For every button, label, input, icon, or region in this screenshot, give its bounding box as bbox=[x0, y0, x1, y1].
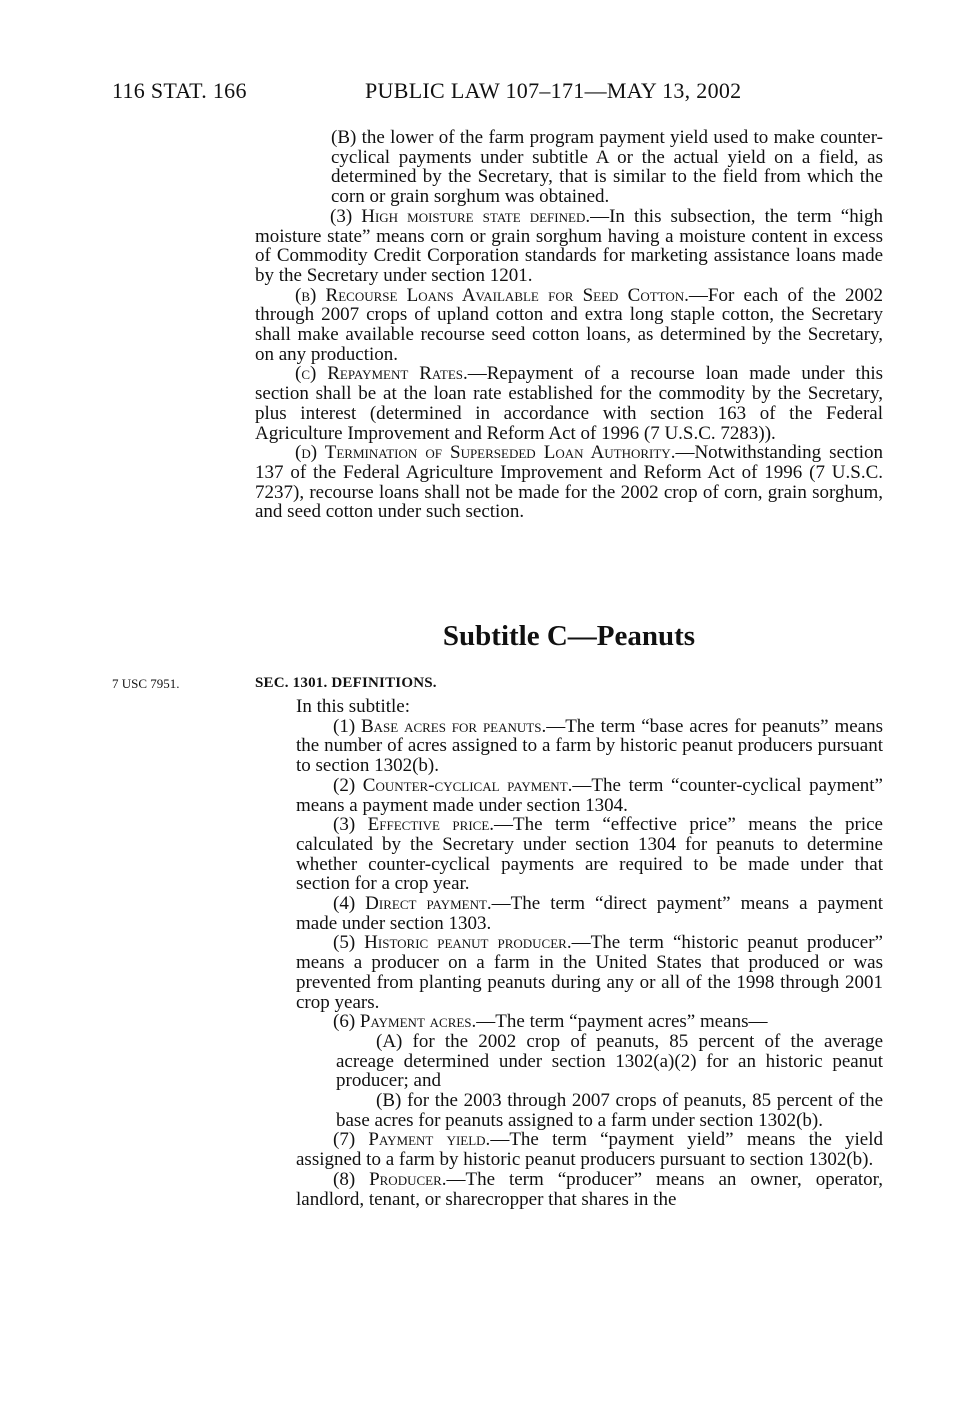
subsection-c-heading: (c) Repayment Rates. bbox=[295, 363, 468, 385]
definition-5 bbox=[296, 933, 883, 1012]
definitions-intro: In this subtitle: bbox=[296, 696, 410, 717]
definition-2 bbox=[296, 776, 883, 815]
page-stat-citation: 116 STAT. 166 bbox=[112, 78, 247, 103]
definition-6-b: (B) for the 2003 through 2007 crops of peanuts, 85 percent of the base acres for peanuts assigned to a farm under section 1302(b). bbox=[336, 1090, 883, 1131]
subsection-c-repayment bbox=[255, 364, 883, 443]
definition-2-heading: (2) Counter-cyclical payment. bbox=[333, 774, 573, 796]
paragraph-b-yield: (B) the lower of the farm program payment yield used to make counter-cyclical payments under subtitle A or the actual yield on a field, as determined by the Secretary, that is similar to the field from which the corn or grain sorghum was obtained. bbox=[331, 127, 883, 208]
definition-7-text: —The term “payment yield” means the yield assigned to a farm by historic peanut producers pursuant to section 1302(b). bbox=[296, 1129, 883, 1171]
definition-2-text: —The term “counter-cyclical payment” means a payment made under section 1304. bbox=[296, 774, 883, 816]
subsection-b-text: —For each of the 2002 through 2007 crops of upland cotton and extra long staple cotton, the Secretary shall make available recourse seed cotton loans, as determined by the Secretary, on any production. bbox=[255, 284, 883, 365]
continued-section-text bbox=[255, 128, 883, 522]
definition-6-text: —The term “payment acres” means— bbox=[476, 1011, 768, 1033]
paragraph-3-high-moisture bbox=[255, 207, 883, 286]
subtitle-heading: Subtitle C—Peanuts bbox=[442, 620, 696, 652]
definition-3-heading: (3) Effective price. bbox=[333, 814, 495, 836]
subsection-d-termination bbox=[255, 443, 883, 522]
definition-8-heading: (8) Producer. bbox=[333, 1168, 447, 1190]
subsection-b-recourse-loans bbox=[255, 286, 883, 365]
definition-7 bbox=[296, 1130, 883, 1169]
definition-8-text: —The term “producer” means an owner, operator, landlord, tenant, or sharecropper that shares in the bbox=[296, 1168, 883, 1210]
definition-1-heading: (1) Base acres for peanuts. bbox=[333, 715, 547, 737]
definition-8 bbox=[296, 1170, 883, 1209]
definition-3 bbox=[296, 815, 883, 894]
definition-6-a: (A) for the 2002 crop of peanuts, 85 percent of the average acreage determined under section 1302(a)(2) for an historic peanut producer; and bbox=[336, 1030, 883, 1092]
definition-5-text: —The term “historic peanut producer” means a producer on a farm in the United States that produced or was prevented from planting peanuts during any or all of the 1998 through 2001 crop years. bbox=[296, 932, 883, 1013]
definition-3-text: —The term “effective price” means the price calculated by the Secretary under section 1304 for peanuts to determine whether counter-cyclical payments are required to be made under that section for a crop year. bbox=[296, 814, 883, 895]
usc-margin-note: 7 USC 7951. bbox=[112, 676, 180, 691]
definition-4-text: —The term “direct payment” means a payment made under section 1303. bbox=[296, 893, 883, 934]
definition-6-heading: (6) Payment acres. bbox=[333, 1011, 477, 1033]
section-heading: SEC. 1301. DEFINITIONS. bbox=[255, 675, 437, 691]
definition-1-text: —The term “base acres for peanuts” means the number of acres assigned to a farm by historic peanut producers pursuant to section 1302(b). bbox=[296, 715, 883, 777]
subsection-c-text: —Repayment of a recourse loan made under this section shall be at the loan rate established for the commodity by the Secretary, plus interest (determined in accordance with section 163 of the Federal Agriculture Improvement and Reform Act of 1996 (7 U.S.C. 7283)). bbox=[255, 363, 883, 444]
definition-7-heading: (7) Payment yield. bbox=[333, 1129, 491, 1151]
definition-6 bbox=[296, 1012, 883, 1032]
subsection-b-heading: (b) Recourse Loans Available for Seed Cotton. bbox=[295, 284, 689, 306]
subsection-d-heading: (d) Termination of Superseded Loan Authority. bbox=[295, 442, 676, 464]
definitions-text bbox=[296, 697, 883, 1209]
running-header-title: PUBLIC LAW 107–171—MAY 13, 2002 bbox=[365, 78, 742, 103]
subsection-d-text: —Notwithstanding section 137 of the Federal Agriculture Improvement and Reform Act of 1996 (7 U.S.C. 7237), recourse loans shall not be made for the 2002 crop of corn, grain sorghum, and seed cotton under such section. bbox=[255, 442, 883, 523]
definition-1 bbox=[296, 717, 883, 776]
paragraph-3-heading: (3) High moisture state defined. bbox=[330, 205, 591, 227]
definition-5-heading: (5) Historic peanut producer. bbox=[333, 932, 572, 954]
paragraph-3-text: —In this subsection, the term “high moisture state” means corn or grain sorghum having a moisture content in excess of Commodity Credit Corporation standards for marketing assistance loans made by the Secretary under section 1201. bbox=[255, 205, 884, 286]
definition-4-heading: (4) Direct payment. bbox=[333, 893, 492, 915]
definition-4 bbox=[296, 894, 883, 933]
